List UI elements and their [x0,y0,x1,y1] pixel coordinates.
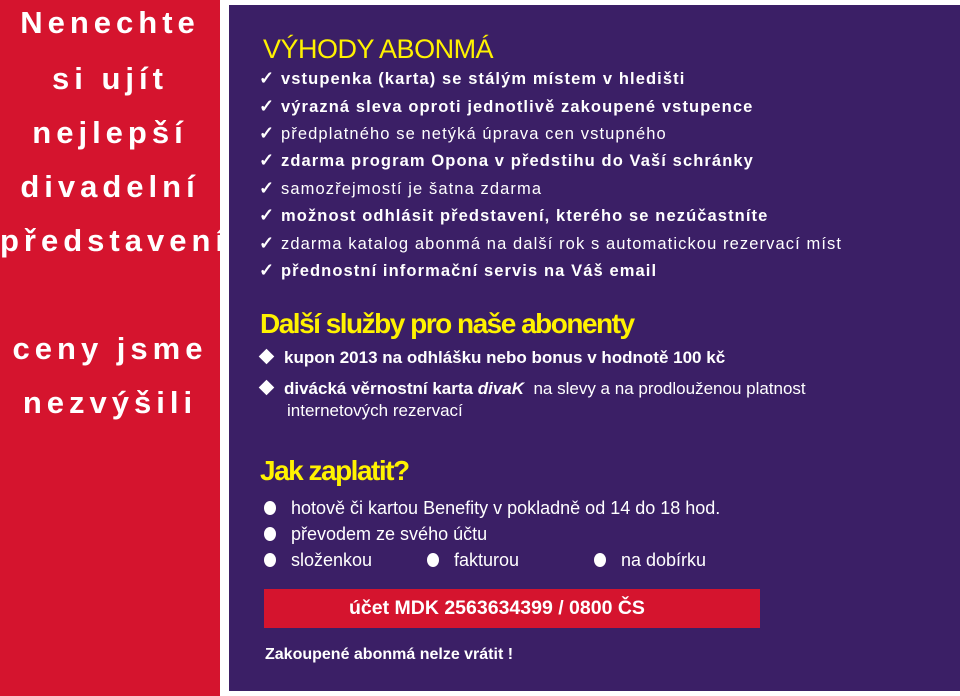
diamond-bullet-icon [259,349,275,365]
slogan-line: Nenechte [20,5,200,40]
benefit-item: ✓ přednostní informační servis na Váš email [259,260,658,280]
price-line: ceny jsme [12,331,208,366]
payment-option: na dobírku [594,548,706,572]
bullet-dot-icon [264,553,276,567]
benefits-title: VÝHODY ABONMÁ [263,34,494,64]
benefit-item: ✓ vstupenka (karta) se stálým místem v hledišti [259,68,686,88]
slogan-line: nejlepší [32,115,188,150]
check-icon: ✓ [259,233,276,253]
benefit-item: ✓ výrazná sleva oproti jednotlivě zakoupené vstupence [259,96,754,116]
service-item: divácká věrnostní karta divaK na slevy a na prodlouženou platnost [261,378,806,400]
payment-title: Jak zaplatit? [260,455,409,486]
service-item: kupon 2013 na odhlášku nebo bonus v hodnotě 100 kč [261,347,725,369]
slogan-line: si ujít [52,61,168,96]
left-red-panel [0,0,230,696]
payment-option: převodem ze svého účtu [264,522,487,546]
benefit-item: ✓ možnost odhlásit představení, kterého se nezúčastníte [259,205,769,225]
diamond-bullet-icon [259,380,275,396]
check-icon: ✓ [259,260,276,280]
bank-account-box [264,589,760,628]
slogan-line: představení [0,223,230,258]
price-line: nezvýšili [22,385,198,420]
service-item-continuation: internetových rezervací [287,401,463,420]
check-icon: ✓ [259,205,276,225]
bullet-dot-icon [594,553,606,567]
check-icon: ✓ [259,178,276,198]
bullet-dot-icon [427,553,439,567]
bullet-dot-icon [264,527,276,541]
payment-option: fakturou [427,548,519,572]
check-icon: ✓ [259,96,276,116]
slogan-line: divadelní [20,169,200,204]
bullet-dot-icon [264,501,276,515]
check-icon: ✓ [259,68,276,88]
benefit-item: ✓ předplatného se netýká úprava cen vstupného [259,123,667,143]
divak-brand: divaK [477,379,525,398]
check-icon: ✓ [259,123,276,143]
bank-account-text: účet MDK 2563634399 / 0800 ČS [349,597,645,619]
benefit-item: ✓ zdarma katalog abonmá na další rok s automatickou rezervací míst [259,233,843,253]
payment-option: hotově či kartou Benefity v pokladně od 14 do 18 hod. [264,496,720,520]
check-icon: ✓ [259,150,276,170]
payment-option: složenkou [264,548,372,572]
refund-note: Zakoupené abonmá nelze vrátit ! [265,646,514,663]
benefit-item: ✓ zdarma program Opona v předstihu do Vaší schránky [259,150,754,170]
right-purple-panel [229,5,960,691]
benefit-item: ✓ samozřejmostí je šatna zdarma [259,178,543,198]
services-title: Další služby pro naše abonenty [260,308,634,339]
